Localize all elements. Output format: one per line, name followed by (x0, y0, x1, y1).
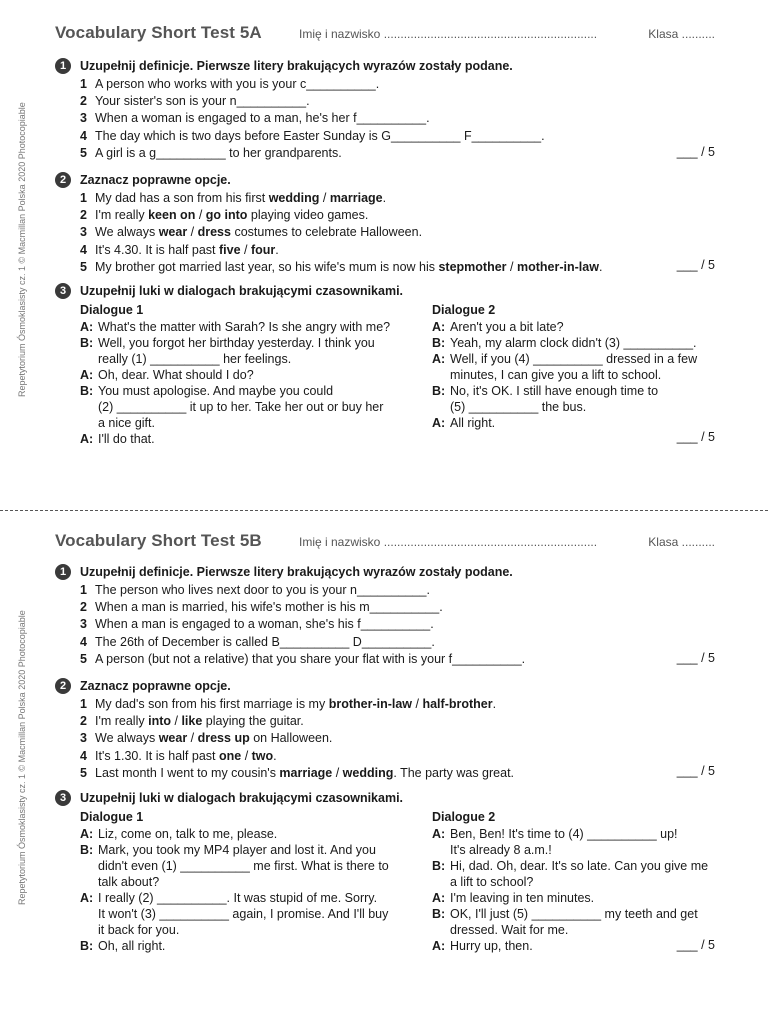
exercise-header (55, 564, 715, 582)
speaker: B: (432, 907, 446, 921)
option-b[interactable]: two (251, 748, 274, 763)
dialogue-line (432, 383, 722, 399)
item-number: 3 (80, 731, 87, 746)
utterance[interactable]: Yeah, my alarm clock didn't (3) __________. (450, 336, 697, 350)
exercise-item: 5 Last month I went to my cousin's marriage / wedding. The party was great. (80, 765, 515, 780)
dialogue-line (432, 826, 722, 842)
score-box[interactable]: ___ / 5 (676, 651, 715, 665)
utterance[interactable]: No, it's OK. I still have enough time to (450, 384, 659, 398)
dialogue-line (432, 351, 722, 367)
item-text: Your sister's son is your n__________. (95, 94, 310, 109)
exercise-instruction: Uzupełnij luki w dialogach brakującymi czasownikami. (80, 284, 404, 298)
option-a[interactable]: one (218, 748, 242, 763)
option-b[interactable]: go into (205, 208, 248, 223)
dialogue-line (80, 431, 410, 447)
option-b[interactable]: like (181, 714, 203, 729)
name-field[interactable]: Imię i nazwisko ................................................................ (299, 27, 598, 41)
test-header (55, 531, 715, 555)
utterance[interactable]: really (1) __________ her feelings. (98, 352, 292, 366)
exercise-item: 1 My dad's son from his first marriage is my brother-in-law / half-brother. (80, 697, 497, 711)
exercise-item: 3 We always wear / dress costumes to celebrate Halloween. (80, 225, 423, 240)
speaker: B: (80, 843, 94, 857)
item-number: 3 (80, 617, 87, 632)
option-b[interactable]: marriage (329, 191, 383, 205)
utterance[interactable]: Liz, come on, talk to me, please. (98, 827, 278, 841)
option-b[interactable]: wedding (342, 765, 394, 780)
dialogue-line (432, 367, 722, 383)
score-box[interactable]: ___ / 5 (676, 145, 715, 159)
option-a[interactable]: marriage (279, 765, 333, 780)
item-number: 4 (80, 128, 87, 143)
exercise-instruction: Uzupełnij luki w dialogach brakującymi czasownikami. (80, 791, 404, 805)
utterance[interactable]: It's already 8 a.m.! (450, 843, 552, 857)
dialogue-line (80, 874, 410, 890)
item-number: 2 (80, 94, 87, 109)
exercise-item: 2 I'm really into / like playing the guitar. (80, 714, 304, 729)
exercise-item[interactable] (55, 616, 715, 633)
exercise-instruction: Uzupełnij definicje. Pierwsze litery brakujących wyrazów zostały podane. (80, 565, 513, 579)
dialogue-line (80, 351, 410, 367)
dialogue-2 (432, 809, 722, 954)
dialogue-line (432, 858, 722, 874)
dialogue-line (80, 938, 410, 954)
utterance[interactable]: (2) __________ it up to her. Take her out or buy her (98, 400, 384, 414)
exercise-item: 3 We always wear / dress up on Halloween. (80, 731, 333, 746)
utterance[interactable]: OK, I'll just (5) __________ my teeth and get (450, 907, 698, 921)
score-box[interactable]: ___ / 5 (676, 938, 715, 952)
dialogue-line (432, 922, 722, 938)
dialogue-title: Dialogue 2 (432, 810, 496, 824)
dialogue-1 (80, 809, 410, 954)
item-text: A person who works with you is your c__________. (95, 77, 380, 91)
dialogue-line (80, 922, 410, 938)
copyright-side-note: Repetytorium Ósmoklasisty cz. 1 © Macmillan Polska 2020 Photocopiable (17, 102, 27, 397)
item-text: The 26th of December is called B__________ D__________. (95, 634, 435, 649)
speaker: A: (80, 432, 94, 446)
item-text: When a woman is engaged to a man, he's her f__________. (95, 111, 430, 126)
speaker: A: (80, 827, 94, 841)
item-number: 5 (80, 145, 87, 160)
utterance[interactable]: didn't even (1) __________ me first. What is there to (98, 859, 389, 873)
dialogue-line (432, 399, 722, 415)
item-number: 1 (80, 191, 87, 205)
exercise-3 (55, 790, 715, 808)
option-a[interactable]: wear (158, 731, 188, 746)
utterance[interactable]: You must apologise. And maybe you could (98, 384, 334, 398)
exercise-instruction: Zaznacz poprawne opcje. (80, 173, 231, 187)
item-number: 2 (80, 714, 87, 729)
exercise-1 (55, 564, 715, 668)
exercise-item[interactable] (55, 128, 715, 145)
speaker: A: (80, 891, 94, 905)
option-b[interactable]: dress up (197, 731, 250, 746)
exercise-item: 5 My brother got married last year, so his wife's mum is now his stepmother / mother-in-law. (80, 259, 603, 274)
utterance[interactable]: Aren't you a bit late? (450, 320, 564, 334)
exercise-header (55, 172, 715, 190)
dialogue-line (432, 415, 722, 431)
exercise-2 (55, 172, 715, 276)
dialogue-line (80, 858, 410, 874)
item-text: The person who lives next door to you is your n__________. (95, 583, 430, 597)
exercise-header (55, 58, 715, 76)
test-header (55, 23, 715, 47)
exercise-header (55, 790, 715, 808)
option-b[interactable]: mother-in-law (516, 259, 599, 274)
utterance[interactable]: It won't (3) __________ again, I promise. And I'll buy (98, 907, 389, 921)
speaker: B: (432, 384, 446, 398)
utterance[interactable]: a nice gift. (98, 416, 155, 430)
item-number: 3 (80, 225, 87, 240)
dialogue-line (432, 890, 722, 906)
test-title: Vocabulary Short Test 5B (55, 531, 262, 550)
option-a[interactable]: into (148, 714, 172, 729)
speaker: B: (80, 336, 94, 350)
utterance[interactable]: What's the matter with Sarah? Is she angry with me? (98, 320, 391, 334)
speaker: A: (80, 368, 94, 382)
copyright-side-note: Repetytorium Ósmoklasisty cz. 1 © Macmillan Polska 2020 Photocopiable (17, 610, 27, 905)
score-box[interactable]: ___ / 5 (676, 258, 715, 272)
item-text: A girl is a g__________ to her grandparents. (95, 145, 342, 160)
utterance[interactable]: I really (2) __________. It was stupid of me. Sorry. (98, 891, 378, 905)
option-b[interactable]: dress (197, 225, 231, 240)
score-box[interactable]: ___ / 5 (676, 430, 715, 444)
item-number: 3 (80, 111, 87, 126)
exercise-item[interactable] (55, 110, 715, 127)
item-text: When a man is engaged to a woman, she's his f__________. (95, 617, 434, 632)
utterance[interactable]: talk about? (98, 875, 160, 889)
utterance[interactable]: I'm leaving in ten minutes. (450, 891, 595, 905)
name-field[interactable]: Imię i nazwisko ................................................................ (299, 535, 598, 549)
item-number: 5 (80, 765, 87, 780)
test-title: Vocabulary Short Test 5A (55, 23, 262, 42)
exercise-number-badge: 2 (55, 678, 71, 694)
exercise-item[interactable] (55, 145, 715, 162)
score-box[interactable]: ___ / 5 (676, 764, 715, 778)
class-field[interactable]: Klasa .......... (648, 535, 715, 549)
utterance[interactable]: it back for you. (98, 923, 180, 937)
speaker: B: (432, 336, 446, 350)
dialogue-line (432, 335, 722, 351)
utterance[interactable]: Hi, dad. Oh, dear. It's so late. Can you give me (450, 859, 709, 873)
item-number: 5 (80, 651, 87, 666)
dialogue-line (80, 367, 410, 383)
utterance[interactable]: Hurry up, then. (450, 939, 533, 953)
dialogue-2 (432, 302, 722, 431)
exercise-2 (55, 678, 715, 782)
dialogue-line (80, 826, 410, 842)
item-number: 2 (80, 600, 87, 615)
speaker: B: (432, 859, 446, 873)
exercise-item[interactable] (55, 634, 715, 651)
exercise-item: 4 It's 4.30. It is half past five / four. (80, 242, 279, 257)
utterance[interactable]: a lift to school? (450, 875, 534, 889)
exercise-number-badge: 3 (55, 283, 71, 299)
dialogue-line (80, 383, 410, 399)
utterance[interactable]: All right. (450, 416, 496, 430)
dialogue-line (80, 906, 410, 922)
exercise-item: 4 It's 1.30. It is half past one / two. (80, 748, 277, 763)
exercise-header (55, 283, 715, 301)
dialogue-title: Dialogue 2 (432, 303, 496, 317)
speaker: A: (432, 320, 446, 334)
option-a[interactable]: stepmother (438, 259, 507, 274)
dialogue-line (80, 890, 410, 906)
dialogue-line (80, 319, 410, 335)
utterance[interactable]: minutes, I can give you a lift to school. (450, 368, 662, 382)
option-a[interactable]: wedding (268, 191, 320, 205)
exercise-item[interactable] (55, 93, 715, 110)
exercise-number-badge: 2 (55, 172, 71, 188)
speaker: A: (80, 320, 94, 334)
option-a[interactable]: keen on (148, 208, 196, 223)
option-b[interactable]: half-brother (422, 697, 493, 711)
exercise-item: 2 I'm really keen on / go into playing video games. (80, 208, 369, 223)
utterance[interactable]: (5) __________ the bus. (450, 400, 587, 414)
speaker: A: (432, 416, 446, 430)
exercise-instruction: Zaznacz poprawne opcje. (80, 679, 231, 693)
dialogue-line (432, 319, 722, 335)
item-number: 1 (80, 697, 87, 711)
speaker: B: (80, 939, 94, 953)
speaker: A: (432, 939, 446, 953)
exercise-3 (55, 283, 715, 301)
utterance[interactable]: Ben, Ben! It's time to (4) __________ up! (450, 827, 678, 841)
speaker: A: (432, 827, 446, 841)
dialogue-title: Dialogue 1 (80, 810, 144, 824)
item-text: A person (but not a relative) that you share your flat with is your f__________. (95, 651, 526, 666)
exercise-header (55, 678, 715, 696)
exercise-item[interactable] (55, 76, 715, 93)
dialogue-1 (80, 302, 410, 447)
dialogue-line (80, 399, 410, 415)
utterance[interactable]: I'll do that. (98, 432, 155, 446)
speaker: A: (432, 352, 446, 366)
exercise-number-badge: 3 (55, 790, 71, 806)
dialogue-line (80, 842, 410, 858)
item-number: 4 (80, 634, 87, 649)
item-number: 1 (80, 77, 87, 91)
speaker: B: (80, 384, 94, 398)
exercise-item[interactable] (55, 599, 715, 616)
exercise-number-badge: 1 (55, 58, 71, 74)
item-number: 4 (80, 748, 87, 763)
item-text: When a man is married, his wife's mother is his m__________. (95, 600, 443, 615)
utterance[interactable]: Well, if you (4) __________ dressed in a few (450, 352, 698, 366)
option-a[interactable]: five (218, 242, 241, 257)
exercise-1 (55, 58, 715, 162)
class-field[interactable]: Klasa .......... (648, 27, 715, 41)
dialogue-line (80, 335, 410, 351)
exercise-number-badge: 1 (55, 564, 71, 580)
item-number: 4 (80, 242, 87, 257)
utterance[interactable]: Well, you forgot her birthday yesterday. I think you (98, 336, 375, 350)
exercise-item: 1 My dad has a son from his first wedding / marriage. (80, 191, 387, 205)
item-number: 2 (80, 208, 87, 223)
dialogue-title: Dialogue 1 (80, 303, 144, 317)
speaker: A: (432, 891, 446, 905)
dialogue-line (432, 874, 722, 890)
utterance[interactable]: dressed. Wait for me. (450, 923, 569, 937)
exercise-item[interactable] (55, 582, 715, 599)
item-number: 5 (80, 259, 87, 274)
item-number: 1 (80, 583, 87, 597)
option-a[interactable]: wear (158, 225, 188, 240)
dialogue-line (80, 415, 410, 431)
utterance[interactable]: Oh, dear. What should I do? (98, 368, 254, 382)
utterance[interactable]: Mark, you took my MP4 player and lost it. And you (98, 843, 376, 857)
dialogue-line (432, 906, 722, 922)
exercise-item[interactable] (55, 651, 715, 668)
cut-line-divider (0, 510, 768, 511)
utterance[interactable]: Oh, all right. (98, 939, 166, 953)
item-text: The day which is two days before Easter Sunday is G__________ F__________. (95, 128, 545, 143)
option-b[interactable]: four (250, 242, 276, 257)
dialogue-line (432, 842, 722, 858)
option-a[interactable]: brother-in-law (328, 697, 413, 711)
exercise-instruction: Uzupełnij definicje. Pierwsze litery brakujących wyrazów zostały podane. (80, 59, 513, 73)
